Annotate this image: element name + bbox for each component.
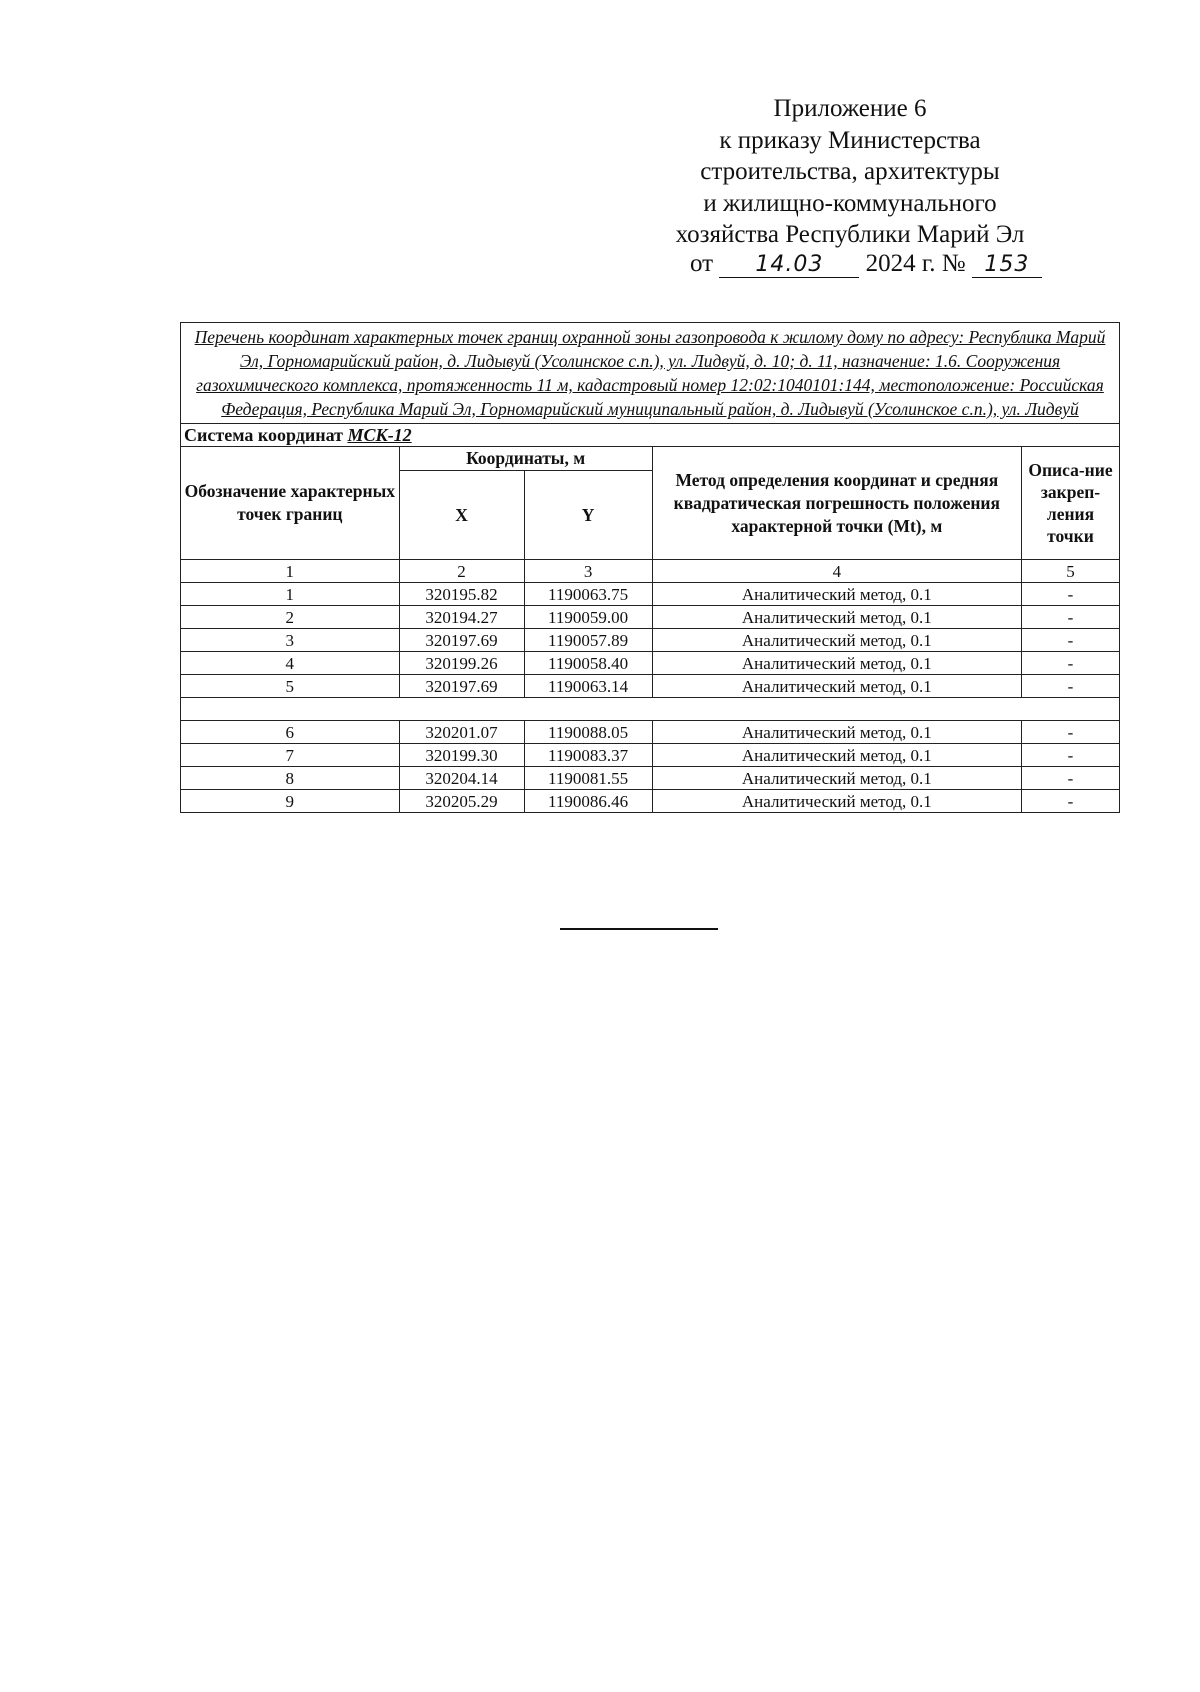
table-cell: 8 [181,767,400,790]
table-cell: Аналитический метод, 0.1 [652,721,1021,744]
table-cell: 320197.69 [399,675,524,698]
table-cell: Аналитический метод, 0.1 [652,583,1021,606]
header-line: к приказу Министерства [719,126,981,154]
table-row [181,790,1120,813]
table-cell: 1 [181,583,400,606]
system-label: Система координат [184,424,343,445]
table-cell: 1190058.40 [524,652,652,675]
order-date-line [690,250,1042,278]
separator-row [181,698,1120,721]
table-row [181,652,1120,675]
table-row [181,721,1120,744]
handwritten-order-number: 153 [972,252,1042,278]
table-cell: 5 [1021,560,1119,583]
table-cell: 6 [181,721,400,744]
table-cell: Аналитический метод, 0.1 [652,790,1021,813]
table-cell: Аналитический метод, 0.1 [652,675,1021,698]
table-cell: - [1021,767,1119,790]
appendix-header [640,93,1060,251]
table-row [181,744,1120,767]
table-cell: 9 [181,790,400,813]
table-row [181,583,1120,606]
table-cell: - [1021,652,1119,675]
table-cell: 1190063.14 [524,675,652,698]
table-cell: 1190086.46 [524,790,652,813]
table-cell: 2 [181,606,400,629]
table-cell: 1190063.75 [524,583,652,606]
header-line: хозяйства Республики Марий Эл [675,221,1025,248]
system-value: МСК-12 [347,424,412,445]
header-line: и жилищно-коммунального [703,189,997,217]
table-cell: 320194.27 [399,606,524,629]
table-cell: 4 [652,560,1021,583]
col-method: Метод определения координат и средняя квадратическая погрешность положения характерной точки (Mt), м [652,447,1021,560]
table-cell: 320195.82 [399,583,524,606]
table-cell: 1190081.55 [524,767,652,790]
table-cell: 320204.14 [399,767,524,790]
table-cell: 1190057.89 [524,629,652,652]
table-cell: - [1021,675,1119,698]
table-row [181,675,1120,698]
table-title: Перечень координат характерных точек границ охранной зоны газопровода к жилому дому по адресу: Республика Марий Эл, Горномарийский район, д. Лидывуй (Усолинское с.п.), ул. Лидвуй, д. 10; д. 11, назначение: 1.6. Сооружения газохимического комплекса, протяженность 11 м, кадастровый номер 12:02:1040101:144, местоположение: Российская Федерация, Республика Марий Эл, Горномарийский муниципальный район, д. Лидывуй (Усолинское с.п.), ул. Лидвуй [181,323,1120,424]
table-cell: 320199.26 [399,652,524,675]
table-cell: 3 [524,560,652,583]
table-cell: - [1021,606,1119,629]
table-cell: 1190083.37 [524,744,652,767]
table-cell: - [1021,629,1119,652]
table-cell: 320197.69 [399,629,524,652]
table-cell: 1 [181,560,400,583]
end-rule [560,928,718,930]
header-line: строительства, архитектуры [700,158,1000,185]
col-desc: Описа-ние закреп-ления точки [1021,447,1119,560]
table-cell: 3 [181,629,400,652]
table-cell: - [1021,744,1119,767]
table-cell: Аналитический метод, 0.1 [652,744,1021,767]
table-cell: Аналитический метод, 0.1 [652,606,1021,629]
table-cell: 320205.29 [399,790,524,813]
year-number-label: 2024 г. № [865,250,966,277]
table-cell: - [1021,721,1119,744]
table-body [181,560,1120,813]
table-cell: Аналитический метод, 0.1 [652,629,1021,652]
table-cell: 2 [399,560,524,583]
table-cell: 5 [181,675,400,698]
separator-cell [181,698,1120,721]
col-point: Обозначение характерных точек границ [181,447,400,560]
table-cell: 1190088.05 [524,721,652,744]
handwritten-date: 14.03 [719,252,859,278]
table-cell: Аналитический метод, 0.1 [652,652,1021,675]
date-prefix: от [690,250,714,277]
table-row [181,606,1120,629]
table-cell: 7 [181,744,400,767]
col-x: X [399,471,524,560]
table-cell: 320199.30 [399,744,524,767]
col-coords: Координаты, м [399,447,652,471]
column-number-row [181,560,1120,583]
table-cell: - [1021,790,1119,813]
table-cell: 1190059.00 [524,606,652,629]
table-cell: 4 [181,652,400,675]
header-line: Приложение 6 [773,95,927,122]
table-row [181,767,1120,790]
col-y: Y [524,471,652,560]
table-cell: - [1021,583,1119,606]
coordinate-system [181,424,1120,447]
table-cell: Аналитический метод, 0.1 [652,767,1021,790]
table-cell: 320201.07 [399,721,524,744]
table-row [181,629,1120,652]
coordinates-table [180,322,1120,813]
